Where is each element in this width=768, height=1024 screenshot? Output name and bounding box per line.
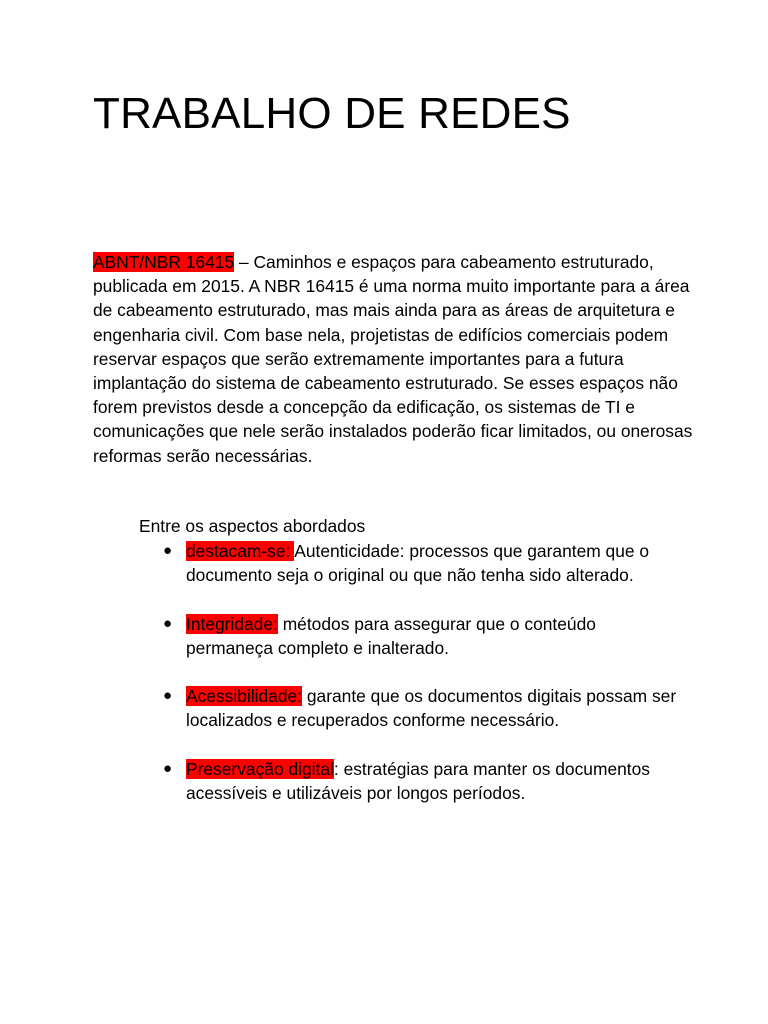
aspect-term-highlight: destacam-se: xyxy=(186,541,295,561)
aspect-term-highlight: Integridade: xyxy=(186,613,278,634)
bullet-icon: ● xyxy=(163,542,173,559)
aspect-description: garante que os documentos digitais possam ser localizados e recuperados conforme necessário. xyxy=(186,686,677,731)
list-item xyxy=(163,539,683,587)
aspect-term-highlight: Acessibilidade: xyxy=(186,686,303,707)
aspect-description: métodos para assegurar que o conteúdo permaneça completo e inalterado. xyxy=(186,613,596,658)
document-title: TRABALHO DE REDES xyxy=(93,89,571,138)
intro-paragraph xyxy=(93,250,693,468)
bullet-icon: ● xyxy=(163,687,173,705)
bullet-icon: ● xyxy=(163,759,173,777)
aspects-list xyxy=(163,539,683,829)
aspect-description: Autenticidade: processos que garantem que o documento seja o original ou que não tenha sido alterado. xyxy=(186,541,650,586)
highlight-standard-name: ABNT/NBR 16415 xyxy=(93,252,235,272)
list-item xyxy=(163,612,683,660)
aspects-intro: Entre os aspectos abordados xyxy=(139,516,366,536)
list-item xyxy=(163,684,683,732)
bullet-icon: ● xyxy=(163,614,173,632)
intro-text: – Caminhos e espaços para cabeamento estruturado, publicada em 2015. A NBR 16415 é uma norma muito importante para a área de cabeamento estruturado, mas mais ainda para as áreas de arquitetura e engenharia civil. Com base nela, projetistas de edifícios comerciais podem reservar espaços que serão extremamente importantes para a futura implantação do sistema de cabeamento estruturado. Se esses espaços não forem previstos desde a concepção da edificação, os sistemas de TI e comunicações que nele serão instalados poderão ficar limitados, ou onerosas reformas serão necessárias. xyxy=(93,252,693,466)
aspect-description: : estratégias para manter os documentos acessíveis e utilizáveis por longos períodos. xyxy=(186,758,651,803)
aspect-term-highlight: Preservação digital xyxy=(186,758,334,779)
list-item xyxy=(163,757,683,805)
